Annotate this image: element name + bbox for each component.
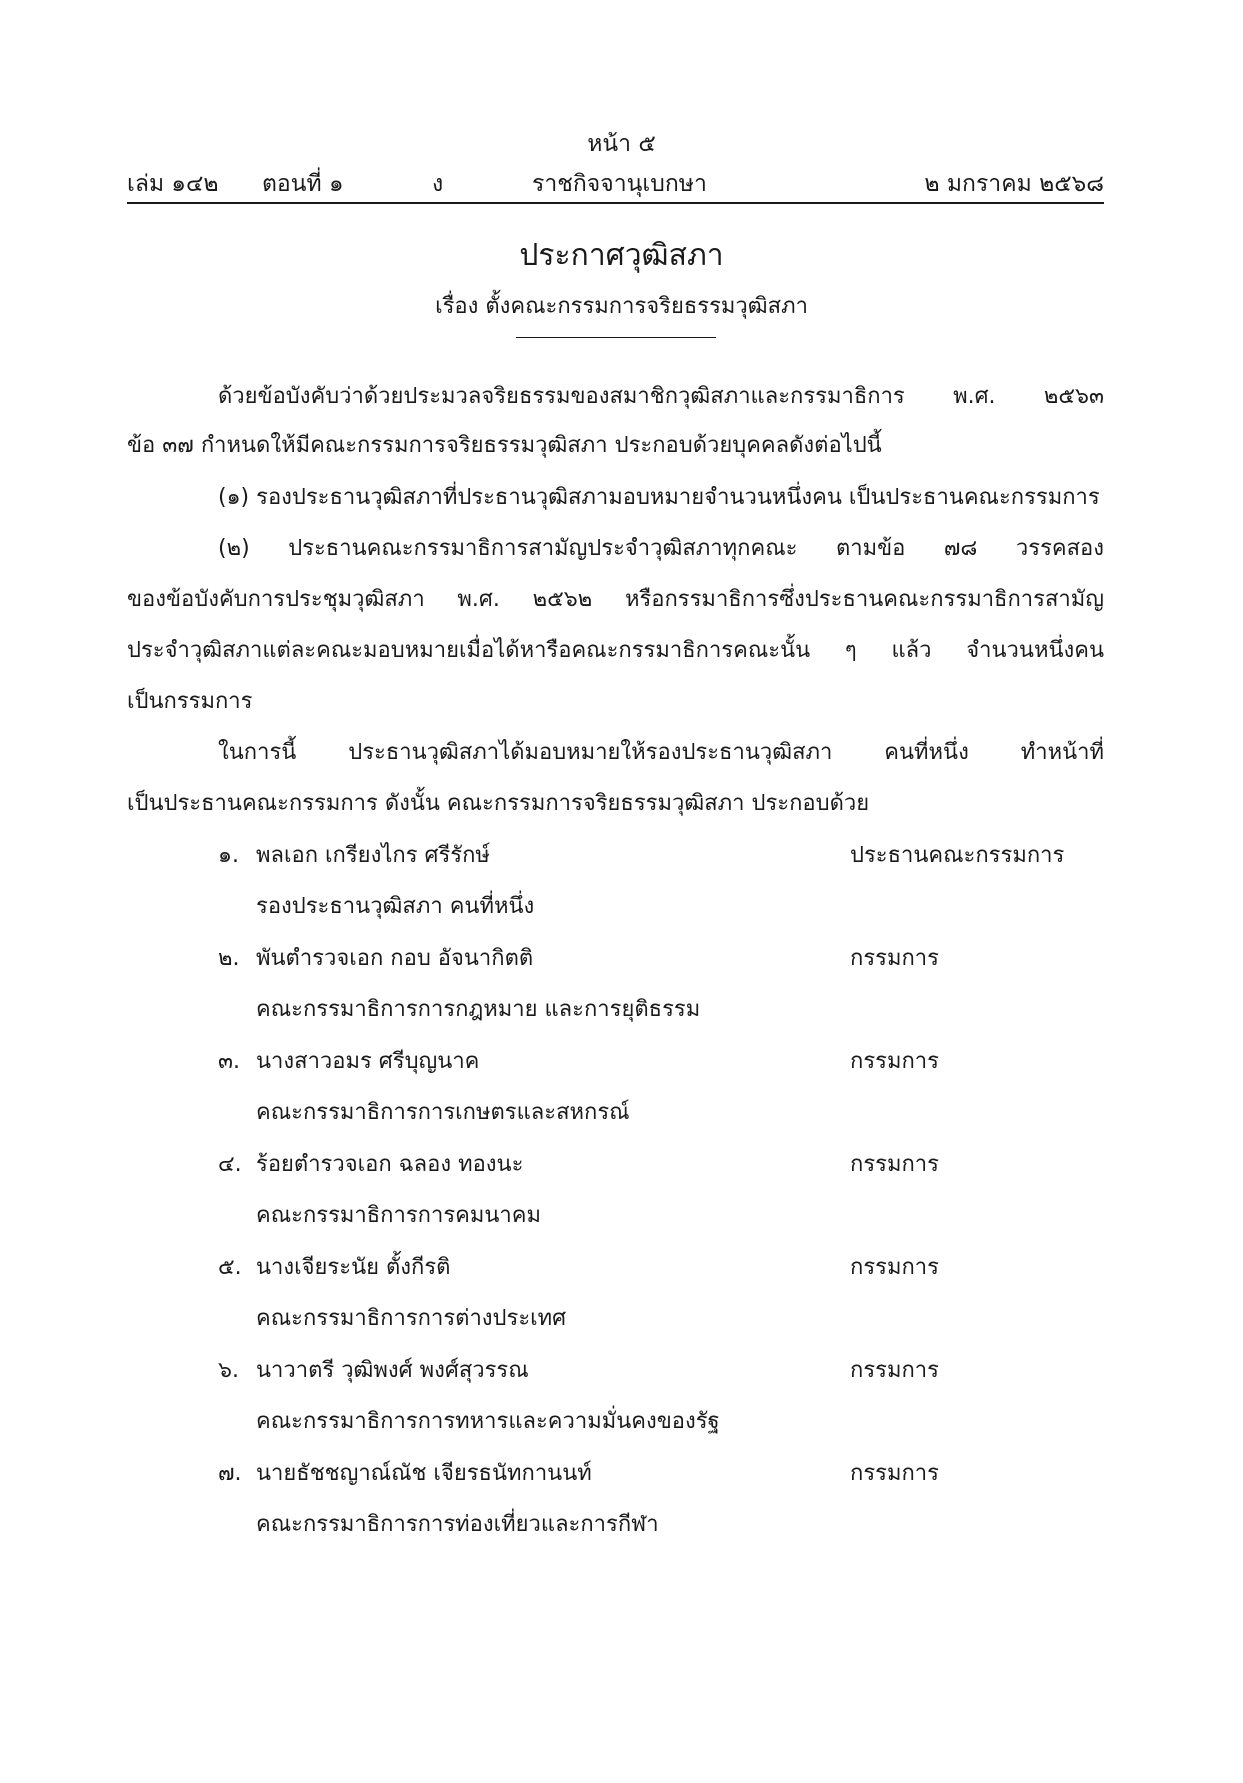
member-role: กรรมการ <box>850 1255 939 1280</box>
member-name: พันตำรวจเอก กอบ อัจนากิตติ <box>256 946 534 971</box>
title-divider <box>516 337 716 338</box>
member-name: พลเอก เกรียงไกร ศรีรักษ์ <box>256 843 490 868</box>
member-affiliation: คณะกรรมาธิการการท่องเที่ยวและการกีฬา <box>256 1512 659 1537</box>
member-role: กรรมการ <box>850 946 939 971</box>
paragraph-4-line-1: ในการนี้ ประธานวุฒิสภาได้มอบหมายให้รองประธานวุฒิสภา คนที่หนึ่ง ทำหน้าที่ <box>218 740 1104 765</box>
paragraph-4-line-2: เป็นประธานคณะกรรมการ ดังนั้น คณะกรรมการจริยธรรมวุฒิสภา ประกอบด้วย <box>127 791 870 816</box>
paragraph-1-line-1: ด้วยข้อบังคับว่าด้วยประมวลจริยธรรมของสมาชิกวุฒิสภาและกรรมาธิการ พ.ศ. ๒๕๖๓ <box>218 384 1104 409</box>
member-number: ๔. <box>218 1152 242 1177</box>
member-affiliation: รองประธานวุฒิสภา คนที่หนึ่ง <box>256 894 535 919</box>
member-name: นายธัชชญาณ์ณัช เจียรธนัทกานนท์ <box>256 1461 592 1486</box>
member-affiliation: คณะกรรมาธิการการคมนาคม <box>256 1203 541 1228</box>
member-role: กรรมการ <box>850 1049 939 1074</box>
paragraph-3-line-3: ประจำวุฒิสภาแต่ละคณะมอบหมายเมื่อได้หารือคณะกรรมาธิการคณะนั้น ๆ แล้ว จำนวนหนึ่งคน <box>127 638 1104 663</box>
gazette-name: ราชกิจจานุเบกษา <box>532 171 707 197</box>
page-number: หน้า ๕ <box>587 131 656 157</box>
member-name: นางสาวอมร ศรีบุญนาค <box>256 1049 480 1074</box>
section-label: ตอนที่ ๑ <box>262 171 344 197</box>
member-number: ๗. <box>218 1461 242 1486</box>
member-name: นาวาตรี วุฒิพงศ์ พงศ์สุวรรณ <box>256 1358 529 1383</box>
member-number: ๖. <box>218 1358 239 1383</box>
paragraph-3-line-4: เป็นกรรมการ <box>127 689 253 714</box>
paragraph-1-line-2: ข้อ ๓๗ กำหนดให้มีคณะกรรมการจริยธรรมวุฒิสภา ประกอบด้วยบุคคลดังต่อไปนี้ <box>127 433 882 458</box>
type-label: ง <box>432 171 444 197</box>
paragraph-2-line-1: (๑) รองประธานวุฒิสภาที่ประธานวุฒิสภามอบหมายจำนวนหนึ่งคน เป็นประธานคณะกรรมการ <box>218 485 1100 510</box>
member-number: ๒. <box>218 946 240 971</box>
member-name: นางเจียระนัย ตั้งกีรติ <box>256 1255 451 1280</box>
member-affiliation: คณะกรรมาธิการการกฎหมาย และการยุติธรรม <box>256 997 701 1022</box>
member-role: กรรมการ <box>850 1358 939 1383</box>
paragraph-3-line-1: (๒) ประธานคณะกรรมาธิการสามัญประจำวุฒิสภาทุกคณะ ตามข้อ ๗๘ วรรคสอง <box>218 536 1104 561</box>
member-role: กรรมการ <box>850 1461 939 1486</box>
member-name: ร้อยตำรวจเอก ฉลอง ทองนะ <box>256 1152 524 1177</box>
publication-date: ๒ มกราคม ๒๕๖๘ <box>924 171 1104 197</box>
member-affiliation: คณะกรรมาธิการการทหารและความมั่นคงของรัฐ <box>256 1409 720 1434</box>
header-divider <box>127 202 1104 204</box>
document-title: ประกาศวุฒิสภา <box>519 238 724 273</box>
member-affiliation: คณะกรรมาธิการการต่างประเทศ <box>256 1306 567 1331</box>
member-number: ๕. <box>218 1255 242 1280</box>
member-number: ๑. <box>218 843 239 868</box>
member-role: กรรมการ <box>850 1152 939 1177</box>
member-number: ๓. <box>218 1049 241 1074</box>
gazette-header <box>127 166 1104 198</box>
document-subject: เรื่อง ตั้งคณะกรรมการจริยธรรมวุฒิสภา <box>435 294 808 319</box>
member-role: ประธานคณะกรรมการ <box>850 843 1065 868</box>
paragraph-3-line-2: ของข้อบังคับการประชุมวุฒิสภา พ.ศ. ๒๕๖๒ หรือกรรมาธิการซึ่งประธานคณะกรรมาธิการสามัญ <box>127 587 1104 612</box>
member-affiliation: คณะกรรมาธิการการเกษตรและสหกรณ์ <box>256 1100 630 1125</box>
volume-label: เล่ม ๑๔๒ <box>127 171 219 197</box>
